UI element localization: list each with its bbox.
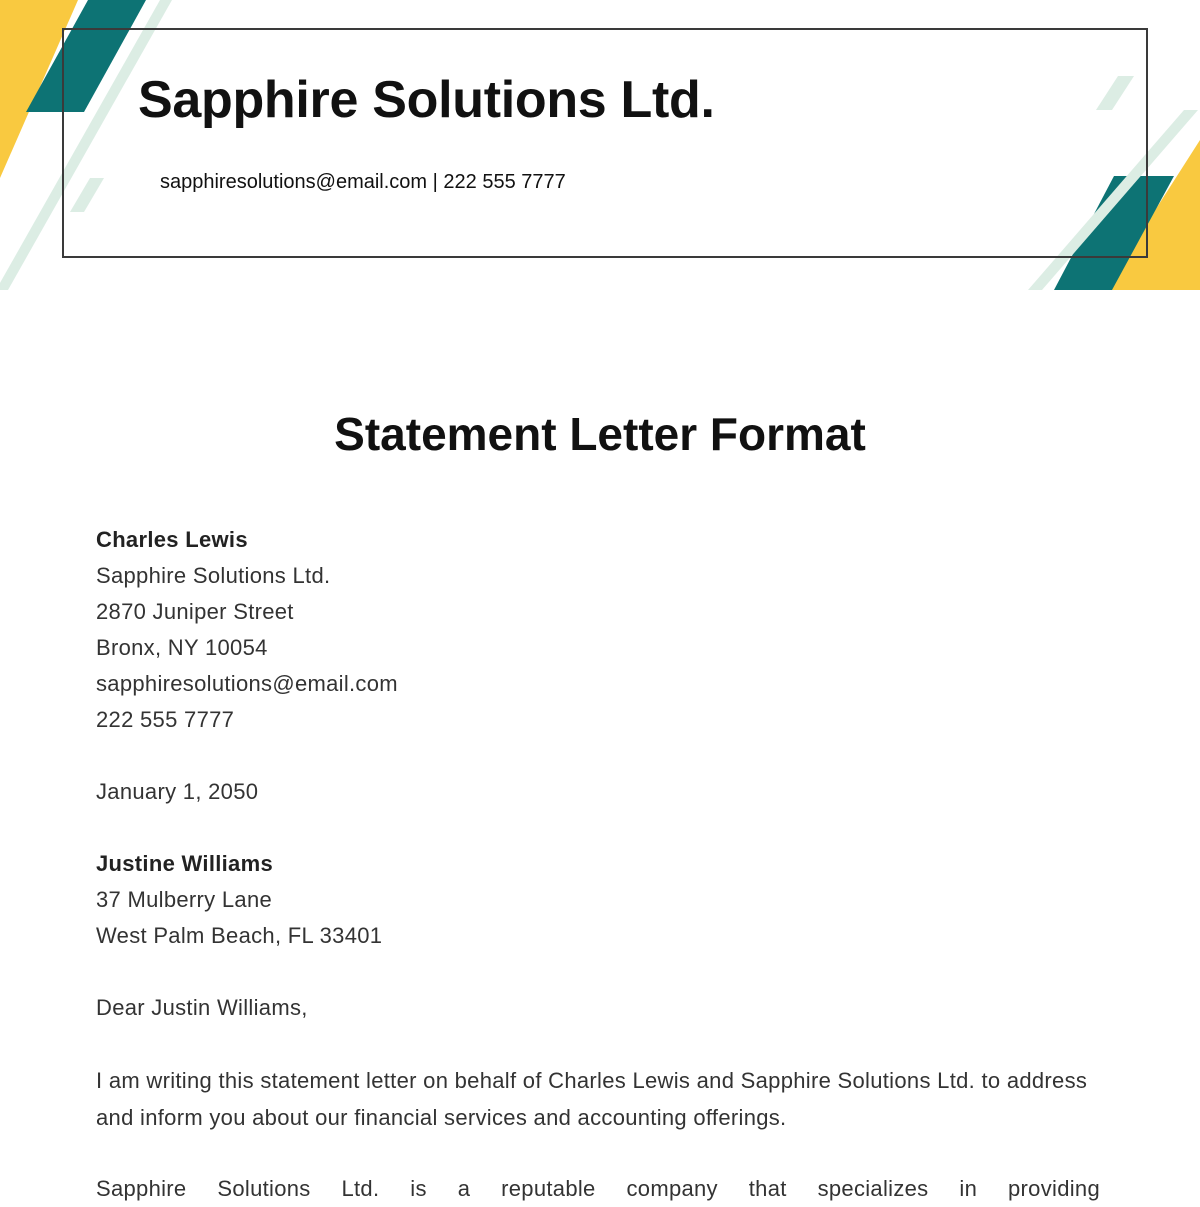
recipient-name: Justine Williams: [96, 851, 273, 876]
recipient-city: West Palm Beach, FL 33401: [96, 923, 383, 948]
recipient-street: 37 Mulberry Lane: [96, 887, 273, 912]
recipient-block: [96, 846, 1100, 954]
body-paragraph-2: Sapphire Solutions Ltd. is a reputable company that specializes in providing: [96, 1176, 1100, 1201]
sender-name: Charles Lewis: [96, 527, 248, 552]
letter-date: [96, 774, 1100, 810]
sender-city: Bronx, NY 10054: [96, 635, 268, 660]
sender-street: 2870 Juniper Street: [96, 599, 294, 624]
sender-company: Sapphire Solutions Ltd.: [96, 563, 331, 588]
date-text: January 1, 2050: [96, 779, 259, 804]
sender-phone: 222 555 7777: [96, 707, 235, 732]
body-paragraph-1: I am writing this statement letter on behalf of Charles Lewis and Sapphire Solutions Ltd. to address and inform you about our financial services and accounting offerings.: [96, 1068, 1088, 1130]
sender-email: sapphiresolutions@email.com: [96, 671, 398, 696]
document-title: Statement Letter Format: [334, 408, 866, 460]
salutation-text: Dear Justin Williams,: [96, 995, 308, 1020]
salutation: [96, 990, 1100, 1026]
header-frame: [62, 28, 1148, 258]
sender-block: [96, 522, 1100, 738]
header-contact-line: sapphiresolutions@email.com | 222 555 7777: [160, 171, 566, 193]
company-name: Sapphire Solutions Ltd.: [138, 71, 715, 129]
